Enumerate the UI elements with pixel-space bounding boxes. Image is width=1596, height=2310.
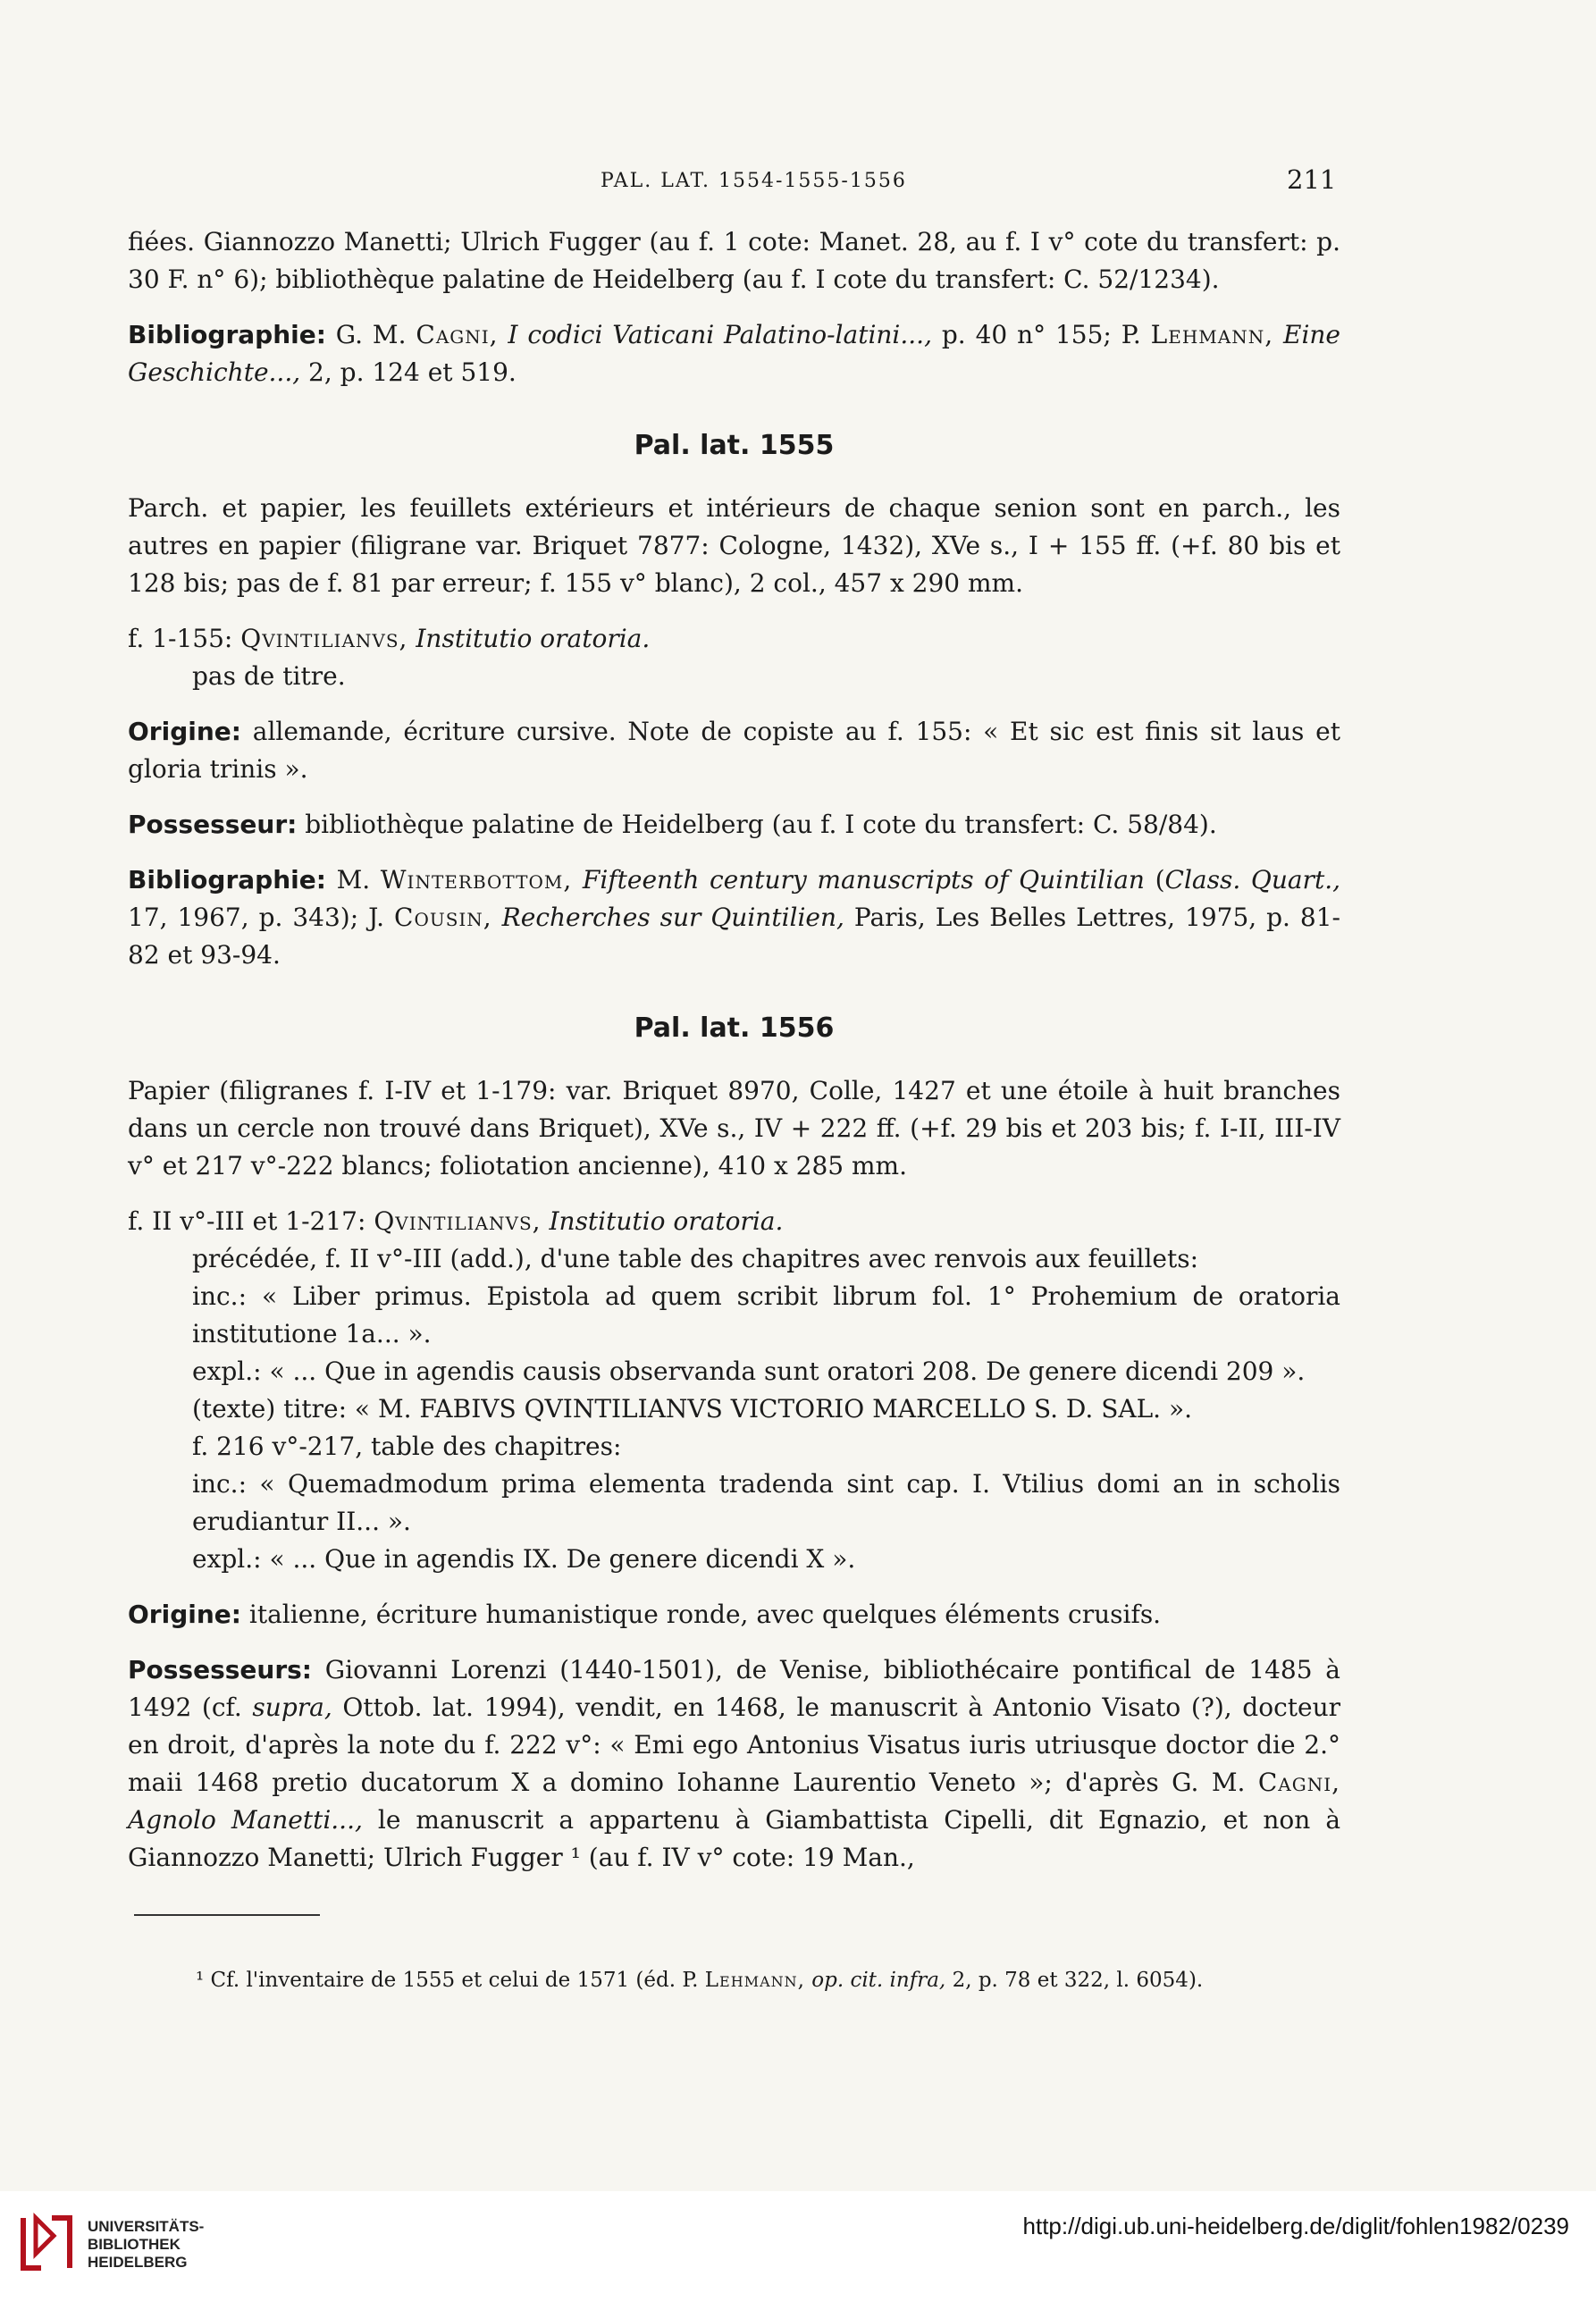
work-title: Recherches sur Quintilien, xyxy=(501,903,844,932)
author-name: Lehmann, xyxy=(704,1969,805,1992)
contents-line: expl.: « ... Que in agendis IX. De genere dicendi X ». xyxy=(192,1544,856,1574)
contents-note: pas de titre. xyxy=(192,661,346,691)
description-1556: Papier (filigranes f. I-IV et 1-179: var. Briquet 8970, Colle, 1427 et une étoile à huit branches dans un cercle non trouvé dans Briquet), XVe s., IV + 222 ff. (+f. 29 bis et 203 bis; f. I-II, III-IV v° et 217 v°-222 blancs; foliotation ancienne), 410 x 285 mm. xyxy=(128,1076,1340,1180)
bibliography-1554: Bibliographie: G. M. Cagni, I codici Vaticani Palatino-latini..., p. 40 n° 155; P. Lehmann, Eine Geschichte..., 2, p. 124 et 519. xyxy=(128,320,1340,387)
origin-1556: Origine: italienne, écriture humanistique ronde, avec quelques éléments crusifs. xyxy=(128,1600,1162,1629)
origin-label: Origine: xyxy=(128,717,241,746)
section-heading-1555: Pal. lat. 1555 xyxy=(634,430,835,461)
possessors-1556: Possesseurs: Giovanni Lorenzi (1440-1501), de Venise, bibliothécaire pontifical de 1485 à 1492 (cf. supra, Ottob. lat. 1994), vendit, en 1468, le manuscrit à Antonio Visato (?), docteur en droit, d'après la note du f. 222 v°: « Emi ego Antonius Visatus iuris utriusque doctor die 2.° maii 1468 pretio ducatorum X a domino Iohanne Laurentio Veneto »; d'après G. M. Cagni, Agnolo Manetti..., le manuscrit a appartenu à Giambattista Cipelli, dit Egnazio, et non à Giannozzo Manetti; Ulrich Fugger ¹ (au f. IV v° cote: 19 Man., xyxy=(128,1655,1341,1872)
footnote: ¹ Cf. l'inventaire de 1555 et celui de 1571 (éd. P. Lehmann, op. cit. infra, 2, p. 78 et 322, l. 6054). xyxy=(196,1969,1204,1992)
author-name: Qvintilianvs, xyxy=(240,624,408,653)
bibliography-1555: Bibliographie: M. Winterbottom, Fifteenth century manuscripts of Quintilian (Class. Quart., 17, 1967, p. 343); J. Cousin, Recherches sur Quintilien, Paris, Les Belles Lettres, 1975, p. 81-82 et 93-94. xyxy=(128,865,1340,970)
work-title: Fifteenth century manuscripts of Quintilian xyxy=(582,865,1145,895)
work-title: Eine Geschichte..., xyxy=(128,320,1340,387)
possessor-label: Possesseurs: xyxy=(128,1655,313,1684)
contents-line: (texte) titre: « M. FABIVS QVINTILIANVS VICTORIO MARCELLO S. D. SAL. ». xyxy=(192,1394,1193,1424)
contents-1556: f. II v°-III et 1-217: Qvintilianvs, Institutio oratoria. xyxy=(128,1206,784,1236)
library-name: UNIVERSITÄTS- BIBLIOTHEK HEIDELBERG xyxy=(88,2218,205,2271)
page-body xyxy=(128,223,1340,1877)
contents-line: inc.: « Quemadmodum prima elementa tradenda sint cap. I. Vtilius domi an in scholis erudiantur II... ». xyxy=(192,1469,1340,1536)
permalink[interactable]: http://digi.ub.uni-heidelberg.de/diglit/fohlen1982/0239 xyxy=(1022,2213,1569,2239)
library-footer xyxy=(0,2191,1596,2310)
work-title: Institutio oratoria. xyxy=(416,624,651,653)
ub-heidelberg-logo-icon[interactable] xyxy=(14,2211,79,2275)
page-header xyxy=(0,164,1596,200)
possessor-1555: Possesseur: bibliothèque palatine de Heidelberg (au f. I cote du transfert: C. 58/84). xyxy=(128,810,1217,839)
work-title: Agnolo Manetti..., xyxy=(128,1805,363,1835)
contents-1555: f. 1-155: Qvintilianvs, Institutio oratoria. xyxy=(128,624,651,653)
work-title: I codici Vaticani Palatino-latini..., xyxy=(508,320,932,349)
contents-line: inc.: « Liber primus. Epistola ad quem scribit librum fol. 1° Prohemium de oratoria institutione 1a... ». xyxy=(192,1281,1340,1348)
footnote-rule xyxy=(134,1914,320,1916)
author-name: Winterbottom, xyxy=(380,865,573,895)
author-name: Cagni, xyxy=(416,320,499,349)
origin-label: Origine: xyxy=(128,1600,241,1629)
contents-line: précédée, f. II v°-III (add.), d'une table des chapitres avec renvois aux feuillets: xyxy=(192,1244,1199,1273)
author-name: Cagni, xyxy=(1257,1768,1340,1797)
author-name: Lehmann, xyxy=(1150,320,1274,349)
bibliography-label: Bibliographie: xyxy=(128,865,326,895)
running-head: PAL. LAT. 1554-1555-1556 xyxy=(601,170,907,192)
contents-line: expl.: « ... Que in agendis causis observanda sunt oratori 208. De genere dicendi 209 ». xyxy=(192,1357,1306,1386)
description-1555: Parch. et papier, les feuillets extérieurs et intérieurs de chaque senion sont en parch., les autres en papier (filigrane var. Briquet 7877: Cologne, 1432), XVe s., I + 155 ff. (+f. 80 bis et 128 bis; pas de f. 81 par erreur; f. 155 v° blanc), 2 col., 457 x 290 mm. xyxy=(128,493,1340,598)
paragraph-continuation: fiées. Giannozzo Manetti; Ulrich Fugger (au f. 1 cote: Manet. 28, au f. I v° cote du transfert: p. 30 F. n° 6); bibliothèque palatine de Heidelberg (au f. I cote du transfert: C. 52/1234). xyxy=(128,227,1340,294)
bibliography-label: Bibliographie: xyxy=(128,320,326,349)
work-title: Class. Quart., xyxy=(1164,865,1340,895)
author-name: Cousin, xyxy=(394,903,492,932)
section-heading-1556: Pal. lat. 1556 xyxy=(634,1012,835,1044)
origin-1555: Origine: allemande, écriture cursive. Note de copiste au f. 155: « Et sic est finis sit laus et gloria trinis ». xyxy=(128,717,1340,784)
possessor-label: Possesseur: xyxy=(128,810,298,839)
contents-line: f. 216 v°-217, table des chapitres: xyxy=(192,1432,622,1461)
work-title: Institutio oratoria. xyxy=(549,1206,784,1236)
page-number: 211 xyxy=(1287,164,1337,195)
author-name: Qvintilianvs, xyxy=(374,1206,542,1236)
